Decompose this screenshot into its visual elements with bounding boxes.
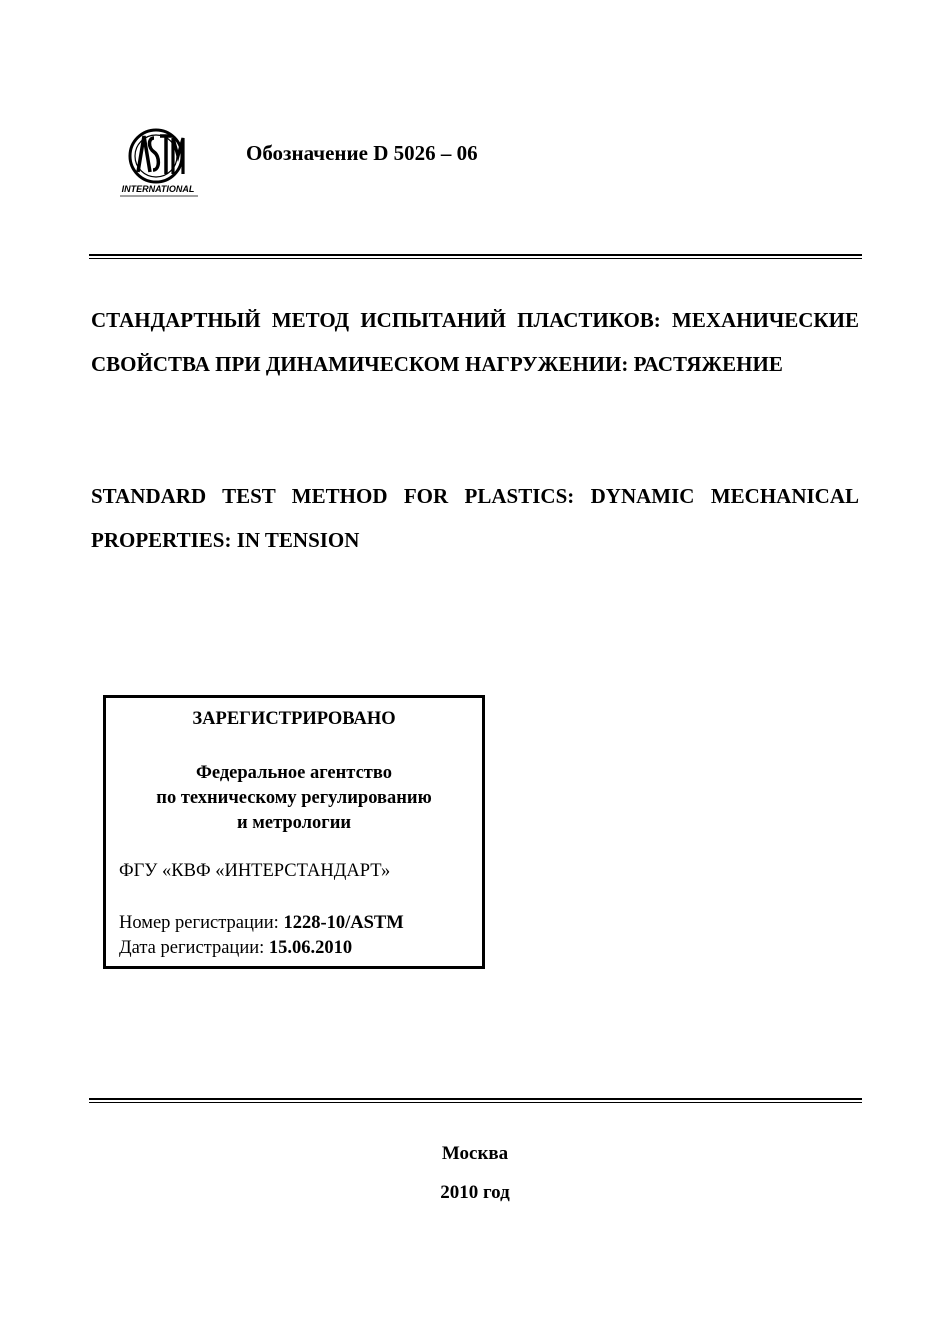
registration-date-label: Дата регистрации:: [119, 938, 269, 958]
title-russian: СТАНДАРТНЫЙ МЕТОД ИСПЫТАНИЙ ПЛАСТИКОВ: МЕХАНИЧЕСКИЕ СВОЙСТВА ПРИ ДИНАМИЧЕСКОМ НАГРУЖЕНИИ: РАСТЯЖЕНИЕ: [91, 308, 859, 376]
registration-organization: ФГУ «КВФ «ИНТЕРСТАНДАРТ»: [119, 861, 391, 881]
registration-number-value: 1228-10/ASTM: [283, 913, 404, 933]
publication-year: 2010 год: [440, 1182, 510, 1203]
registration-agency: [106, 761, 482, 836]
bottom-divider: [89, 1098, 862, 1103]
registration-stamp: [103, 695, 485, 969]
registration-date: [119, 938, 352, 959]
agency-line: Федеральное агентство: [195, 763, 393, 783]
astm-logo: [118, 126, 202, 198]
agency-line: и метрологии: [236, 813, 352, 833]
title-english: STANDARD TEST METHOD FOR PLASTICS: DYNAMIC MECHANICAL PROPERTIES: IN TENSION: [91, 484, 859, 552]
agency-line: по техническому регулированию: [156, 788, 432, 808]
svg-text:INTERNATIONAL: INTERNATIONAL: [121, 184, 195, 194]
publication-city: Москва: [441, 1143, 509, 1164]
top-divider: [89, 254, 862, 259]
registration-date-value: 15.06.2010: [268, 938, 353, 958]
registration-number: [119, 913, 404, 934]
document-designation: Обозначение D 5026 – 06: [246, 141, 478, 165]
registration-number-label: Номер регистрации:: [119, 913, 284, 933]
registration-heading: ЗАРЕГИСТРИРОВАНО: [192, 709, 396, 729]
